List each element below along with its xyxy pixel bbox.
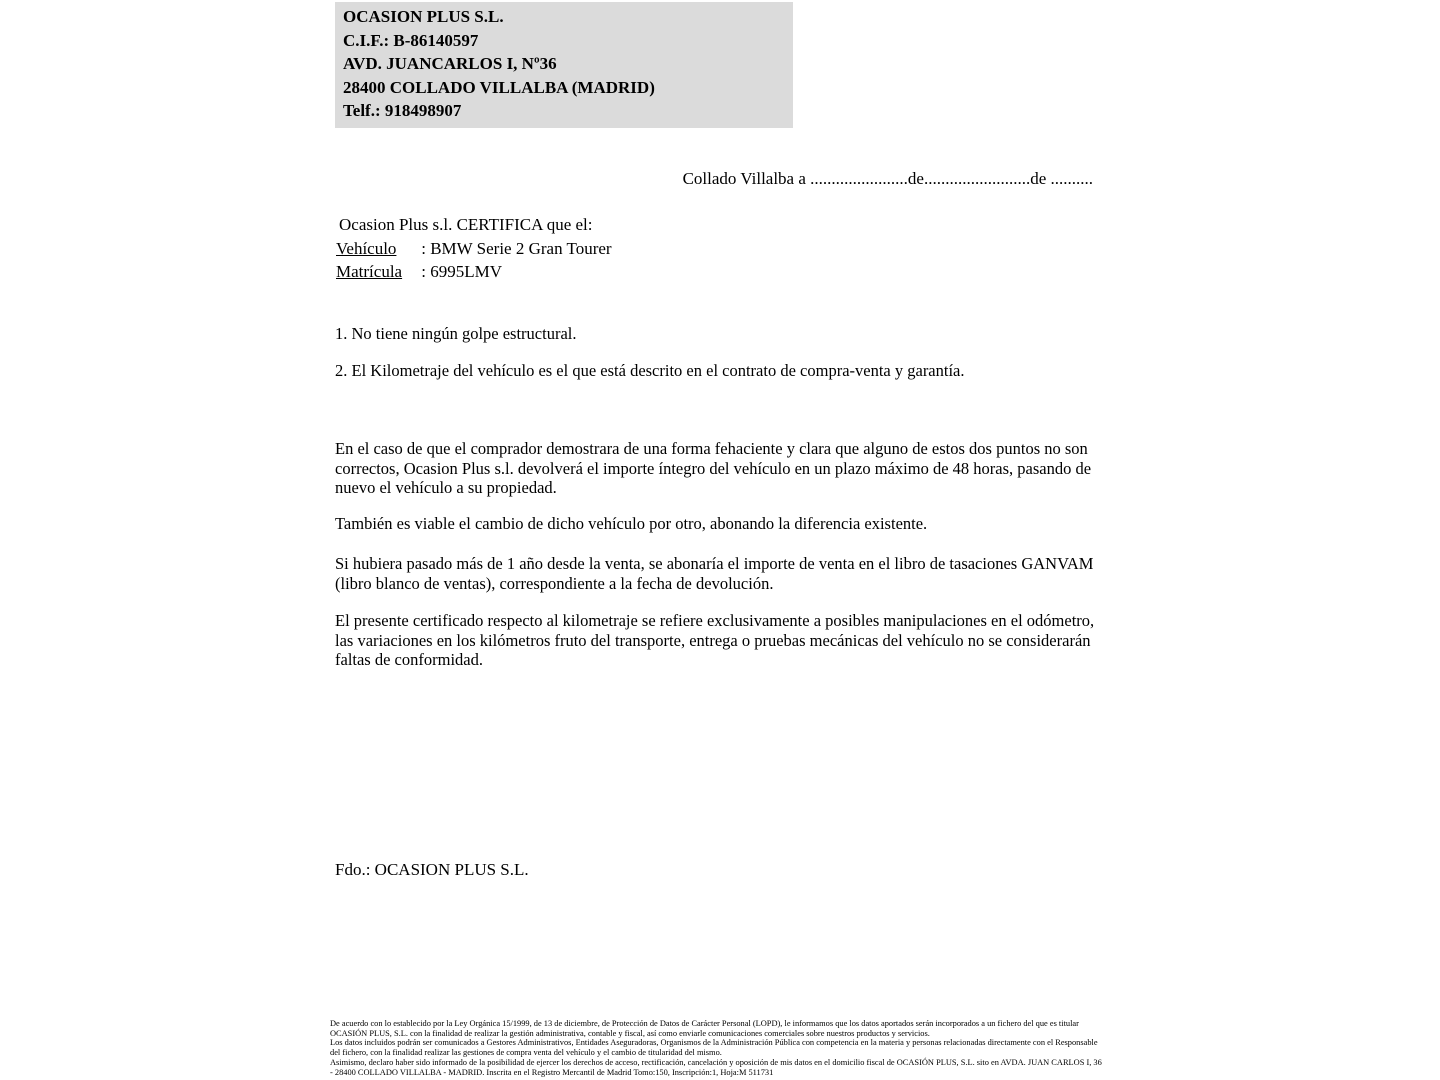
company-address: AVD. JUANCARLOS I, Nº36 bbox=[343, 54, 557, 73]
company-header-box bbox=[335, 2, 793, 128]
company-cif: C.I.F.: B-86140597 bbox=[343, 30, 479, 50]
company-name: OCASION PLUS S.L. bbox=[343, 7, 504, 26]
vehicle-row bbox=[336, 237, 612, 261]
company-phone: Telf.: 918498907 bbox=[343, 101, 462, 120]
signature-line: Fdo.: OCASION PLUS S.L. bbox=[335, 860, 529, 879]
vehicle-value: : BMW Serie 2 Gran Tourer bbox=[421, 238, 612, 258]
company-city: 28400 COLLADO VILLALBA (MADRID) bbox=[343, 77, 655, 97]
terms-paragraph-2: También es viable el cambio de dicho vehículo por otro, abonando la diferencia existente. bbox=[335, 514, 928, 533]
plate-row bbox=[336, 260, 612, 284]
vehicle-label: Vehículo bbox=[336, 238, 397, 258]
date-place-line: Collado Villalba a .......................de.........................de .......... bbox=[682, 169, 1093, 188]
certify-block bbox=[336, 213, 612, 284]
plate-value: : 6995LMV bbox=[421, 262, 502, 281]
condition-point-1: 1. No tiene ningún golpe estructural. bbox=[335, 324, 577, 343]
legal-paragraph-2: Los datos incluidos podrán ser comunicados a Gestores Administrativos, Entidades Aseguradoras, Organismos de la Administración Pública con competencia en la materia y personas relacionadas directamente con el Responsable del fichero, con la finalidad realizar las gestiones de compra venta del vehículo y el cambio de titularidad del mismo. bbox=[330, 1038, 1098, 1058]
legal-paragraph-3: Asimismo, declaro haber sido informado de la posibilidad de ejercer los derechos de acceso, rectificación, cancelación y oposición de mis datos en el domicilio fiscal de OCASIÓN PLUS, S.L. sito en AVDA. JUAN CARLOS I, 36 - 28400 COLLADO VILLALBA - MADRID. Inscrita en el Registro Mercantil de Madrid Tomo:150, Inscripción:1, Hoja:M 511731 bbox=[330, 1057, 1102, 1077]
terms-paragraph-3: Si hubiera pasado más de 1 año desde la venta, se abonaría el importe de venta en el libro de tasaciones GANVAM (libro blanco de ventas), correspondiente a la fecha de devolución. bbox=[335, 554, 1094, 593]
certify-intro: Ocasion Plus s.l. CERTIFICA que el: bbox=[339, 215, 593, 234]
legal-footer bbox=[330, 1019, 1104, 1077]
condition-point-2: 2. El Kilometraje del vehículo es el que está descrito en el contrato de compra-venta y garantía. bbox=[335, 361, 965, 380]
terms-paragraph-4: El presente certificado respecto al kilometraje se refiere exclusivamente a posibles manipulaciones en el odómetro, las variaciones en los kilómetros fruto del transporte, entrega o pruebas mecánicas del vehículo no se considerarán faltas de conformidad. bbox=[335, 611, 1095, 669]
legal-paragraph-1: De acuerdo con lo establecido por la Ley Orgánica 15/1999, de 13 de diciembre, de Protección de Datos de Carácter Personal (LOPD), le informamos que los datos aportados serán incorporados a un fichero del que es titular OCASIÓN PLUS, S.L. con la finalidad de realizar la gestión administrativa, contable y fiscal, así como enviarle comunicaciones comerciales sobre nuestros productos y servicios. bbox=[330, 1019, 1079, 1038]
terms-paragraph-1: En el caso de que el comprador demostrara de una forma fehaciente y clara que alguno de estos dos puntos no son correctos, Ocasion Plus s.l. devolverá el importe íntegro del vehículo en un plazo máximo de 48 horas, pasando de nuevo el vehículo a su propiedad. bbox=[335, 439, 1092, 497]
plate-label: Matrícula bbox=[336, 262, 403, 281]
